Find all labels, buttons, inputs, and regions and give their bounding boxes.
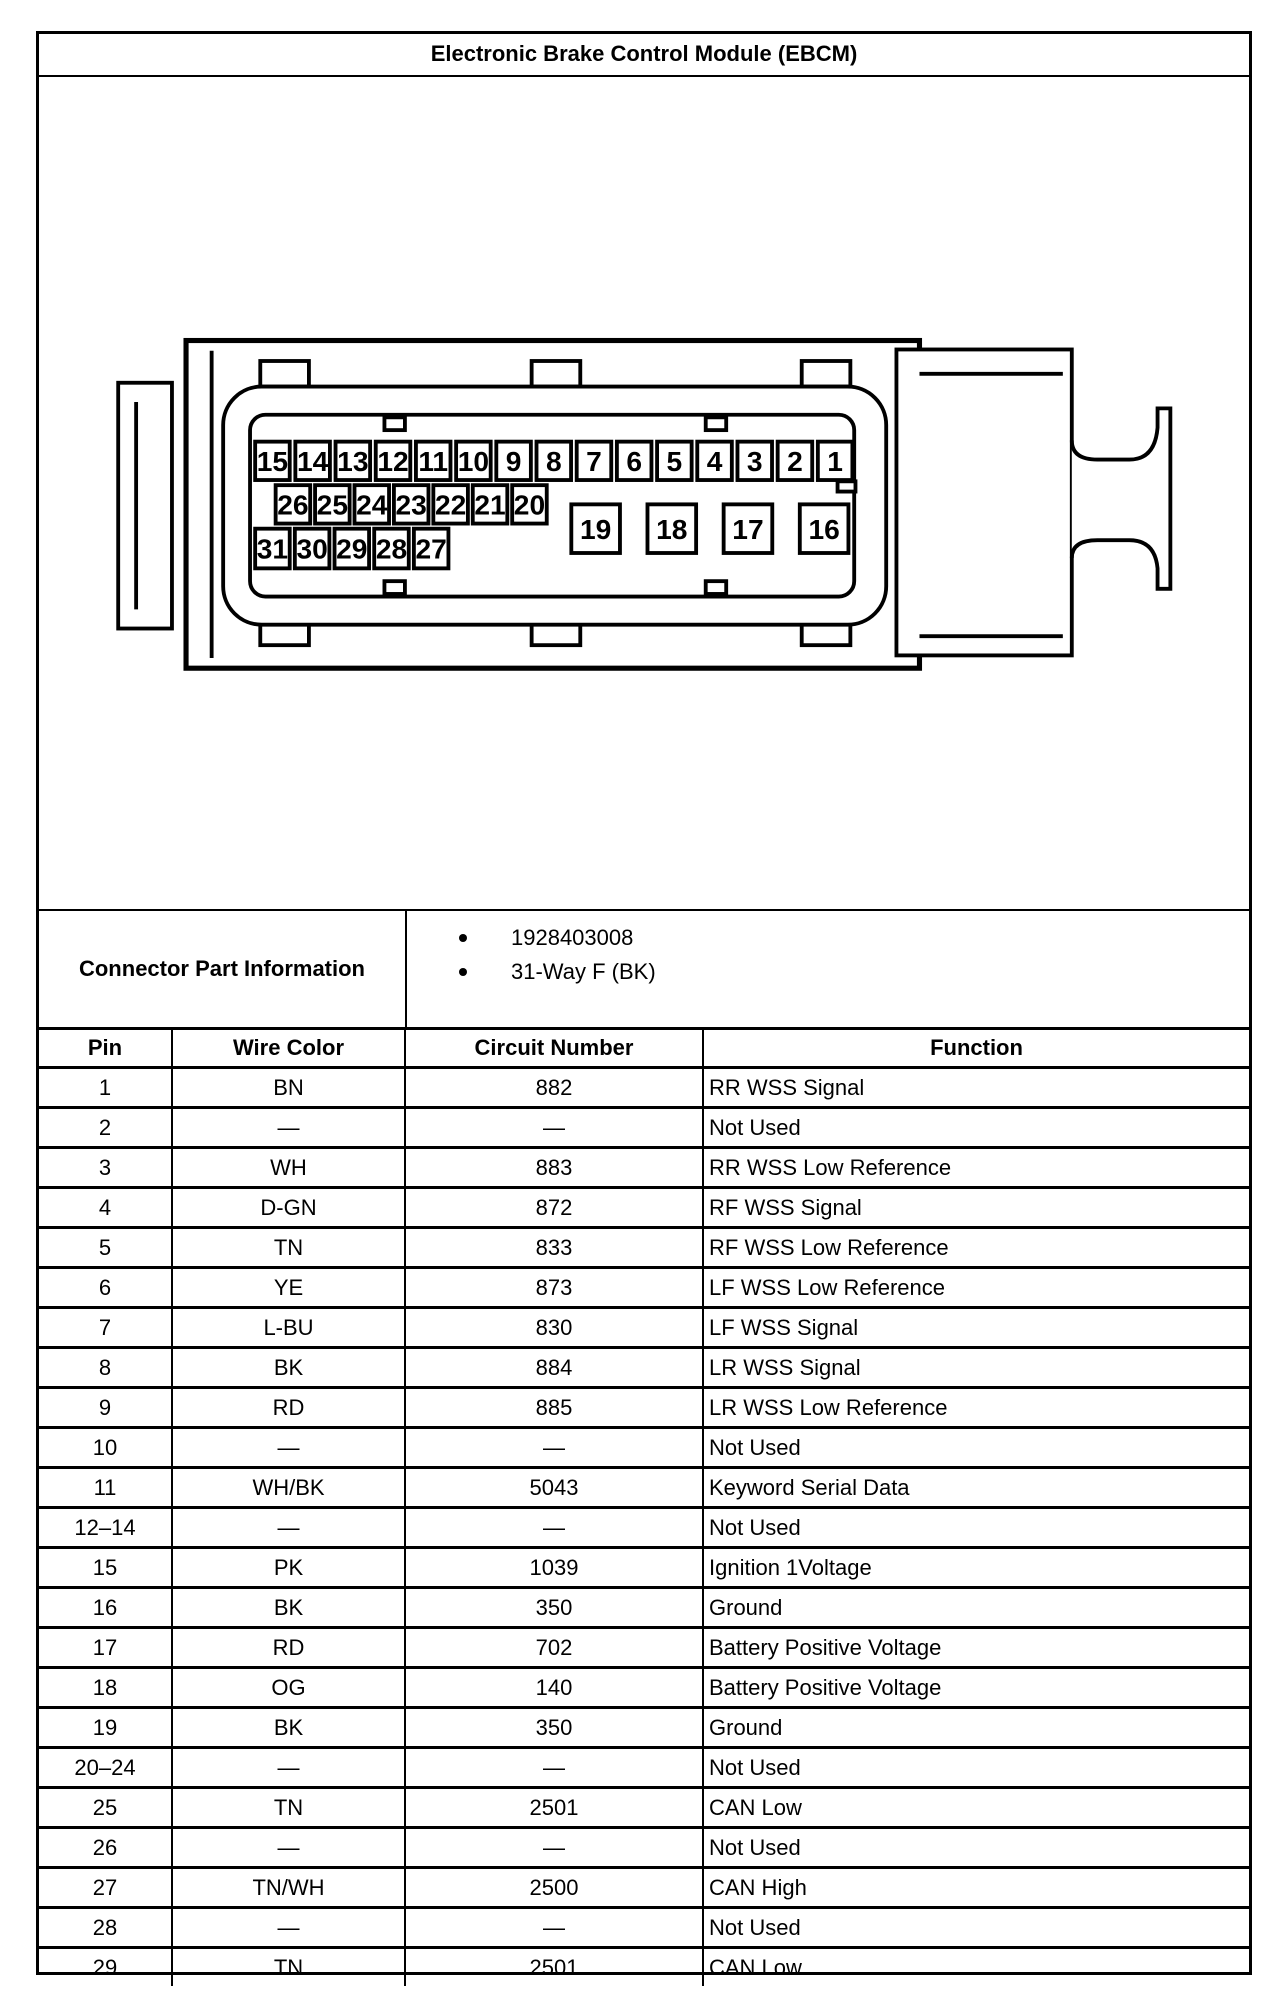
cell-wire-color: — <box>172 1108 405 1148</box>
cell-circuit-number: — <box>405 1748 703 1788</box>
pin-number: 11 <box>418 445 449 477</box>
connector-part-information <box>39 911 1249 1030</box>
pin-number: 21 <box>474 489 506 521</box>
cell-wire-color: RD <box>172 1388 405 1428</box>
cell-circuit-number: 884 <box>405 1348 703 1388</box>
pin-number: 3 <box>746 445 763 477</box>
left-latch <box>118 383 172 629</box>
cell-function: Not Used <box>703 1508 1249 1548</box>
cell-circuit-number: 830 <box>405 1308 703 1348</box>
table-row <box>39 1428 1249 1468</box>
right-latch <box>1072 408 1171 588</box>
cell-pin: 17 <box>39 1628 172 1668</box>
cell-function: Battery Positive Voltage <box>703 1668 1249 1708</box>
table-row <box>39 1868 1249 1908</box>
cell-circuit-number: 2500 <box>405 1868 703 1908</box>
cell-wire-color: — <box>172 1908 405 1948</box>
cell-wire-color: BN <box>172 1068 405 1108</box>
table-row <box>39 1348 1249 1388</box>
table-header-row <box>39 1030 1249 1068</box>
cell-wire-color: L-BU <box>172 1308 405 1348</box>
page-title: Electronic Brake Control Module (EBCM) <box>39 34 1249 77</box>
pin-number: 19 <box>579 513 612 545</box>
table-row <box>39 1548 1249 1588</box>
cell-function: LR WSS Low Reference <box>703 1388 1249 1428</box>
pin-number: 4 <box>706 445 723 477</box>
cell-wire-color: TN/WH <box>172 1868 405 1908</box>
cell-pin: 19 <box>39 1708 172 1748</box>
connector-diagram <box>39 77 1249 911</box>
cell-circuit-number: 350 <box>405 1588 703 1628</box>
cell-function: RR WSS Low Reference <box>703 1148 1249 1188</box>
pin-number: 13 <box>337 445 369 477</box>
table-row <box>39 1948 1249 1987</box>
cell-wire-color: BK <box>172 1588 405 1628</box>
cell-pin: 18 <box>39 1668 172 1708</box>
pin-number: 29 <box>336 533 368 565</box>
right-housing <box>896 349 1071 655</box>
cell-circuit-number: — <box>405 1428 703 1468</box>
pin-number: 12 <box>377 445 409 477</box>
cell-wire-color: — <box>172 1508 405 1548</box>
table-row <box>39 1588 1249 1628</box>
table-row <box>39 1468 1249 1508</box>
cell-circuit-number: — <box>405 1508 703 1548</box>
cell-circuit-number: 833 <box>405 1228 703 1268</box>
connector-info-label: Connector Part Information <box>39 911 407 1027</box>
cell-pin: 16 <box>39 1588 172 1628</box>
connector-info-item <box>459 955 656 989</box>
cell-circuit-number: 5043 <box>405 1468 703 1508</box>
cell-circuit-number: 872 <box>405 1188 703 1228</box>
pin-number: 15 <box>256 445 289 477</box>
cell-wire-color: TN <box>172 1788 405 1828</box>
table-row <box>39 1268 1249 1308</box>
pin-number: 28 <box>375 533 408 565</box>
pin-number: 20 <box>513 489 546 521</box>
pin-number: 18 <box>656 513 688 545</box>
cell-circuit-number: 883 <box>405 1148 703 1188</box>
connector-drawing <box>3 5 1280 909</box>
pin-number: 9 <box>505 445 522 477</box>
cell-function: Battery Positive Voltage <box>703 1628 1249 1668</box>
cell-function: Ground <box>703 1708 1249 1748</box>
pinout-table <box>39 1030 1249 1986</box>
table-row <box>39 1388 1249 1428</box>
header-circuit-number: Circuit Number <box>405 1030 703 1068</box>
pin-number: 2 <box>787 445 803 477</box>
cell-function: Not Used <box>703 1908 1249 1948</box>
cell-wire-color: — <box>172 1428 405 1468</box>
cell-circuit-number: 2501 <box>405 1788 703 1828</box>
cell-function: RF WSS Signal <box>703 1188 1249 1228</box>
pin-number: 10 <box>457 445 490 477</box>
part-number: 1928403008 <box>511 925 634 950</box>
cell-function: CAN Low <box>703 1948 1249 1987</box>
connector-info-list <box>407 911 656 1027</box>
pin-number: 31 <box>256 533 289 565</box>
pin-number: 22 <box>434 489 467 521</box>
bullet-icon <box>459 934 467 942</box>
pin-number: 16 <box>808 513 840 545</box>
cell-pin: 20–24 <box>39 1748 172 1788</box>
cell-wire-color: YE <box>172 1268 405 1308</box>
cell-wire-color: WH/BK <box>172 1468 405 1508</box>
pin-number: 5 <box>666 445 683 477</box>
cell-pin: 29 <box>39 1948 172 1987</box>
cell-pin: 4 <box>39 1188 172 1228</box>
cell-wire-color: D-GN <box>172 1188 405 1228</box>
cell-circuit-number: — <box>405 1828 703 1868</box>
cell-wire-color: — <box>172 1748 405 1788</box>
cell-pin: 12–14 <box>39 1508 172 1548</box>
cell-function: RF WSS Low Reference <box>703 1228 1249 1268</box>
cell-wire-color: OG <box>172 1668 405 1708</box>
cell-pin: 5 <box>39 1228 172 1268</box>
cell-wire-color: — <box>172 1828 405 1868</box>
pin-number: 26 <box>277 489 309 521</box>
table-row <box>39 1708 1249 1748</box>
cell-function: Not Used <box>703 1748 1249 1788</box>
cell-wire-color: BK <box>172 1708 405 1748</box>
cell-pin: 27 <box>39 1868 172 1908</box>
header-function: Function <box>703 1030 1249 1068</box>
cell-pin: 6 <box>39 1268 172 1308</box>
cell-circuit-number: 140 <box>405 1668 703 1708</box>
cell-pin: 25 <box>39 1788 172 1828</box>
connector-type: 31-Way F (BK) <box>511 959 656 984</box>
table-row <box>39 1668 1249 1708</box>
pin-number: 30 <box>296 533 328 565</box>
bullet-icon <box>459 968 467 976</box>
header-wire-color: Wire Color <box>172 1030 405 1068</box>
pin-number: 14 <box>296 445 329 477</box>
table-row <box>39 1748 1249 1788</box>
connector-sheet <box>36 31 1252 1980</box>
cell-pin: 10 <box>39 1428 172 1468</box>
cell-circuit-number: 1039 <box>405 1548 703 1588</box>
connector-info-item <box>459 921 656 955</box>
cell-circuit-number: 702 <box>405 1628 703 1668</box>
cell-circuit-number: 882 <box>405 1068 703 1108</box>
table-row <box>39 1828 1249 1868</box>
pin-number: 1 <box>827 445 843 477</box>
cell-circuit-number: 873 <box>405 1268 703 1308</box>
cell-circuit-number: 2501 <box>405 1948 703 1987</box>
pin-number: 24 <box>356 489 388 521</box>
table-row <box>39 1308 1249 1348</box>
pin-number: 25 <box>316 489 349 521</box>
cell-wire-color: WH <box>172 1148 405 1188</box>
table-row <box>39 1908 1249 1948</box>
cell-wire-color: TN <box>172 1948 405 1987</box>
cell-circuit-number: 885 <box>405 1388 703 1428</box>
pin-number: 27 <box>415 533 447 565</box>
pin-number: 6 <box>626 445 643 477</box>
cell-wire-color: BK <box>172 1348 405 1388</box>
table-row <box>39 1108 1249 1148</box>
cell-function: Not Used <box>703 1828 1249 1868</box>
cell-function: CAN High <box>703 1868 1249 1908</box>
table-row <box>39 1508 1249 1548</box>
cell-circuit-number: — <box>405 1908 703 1948</box>
pin-number: 23 <box>395 489 427 521</box>
table-row <box>39 1188 1249 1228</box>
cell-pin: 15 <box>39 1548 172 1588</box>
cell-pin: 28 <box>39 1908 172 1948</box>
cell-function: Not Used <box>703 1428 1249 1468</box>
table-row <box>39 1628 1249 1668</box>
cell-wire-color: PK <box>172 1548 405 1588</box>
cell-function: Ignition 1Voltage <box>703 1548 1249 1588</box>
cell-wire-color: RD <box>172 1628 405 1668</box>
pin-number: 8 <box>545 445 562 477</box>
cell-pin: 8 <box>39 1348 172 1388</box>
cell-pin: 2 <box>39 1108 172 1148</box>
pin-number: 7 <box>586 445 602 477</box>
cell-function: LR WSS Signal <box>703 1348 1249 1388</box>
table-row <box>39 1068 1249 1108</box>
cell-function: LF WSS Signal <box>703 1308 1249 1348</box>
cell-function: Keyword Serial Data <box>703 1468 1249 1508</box>
cell-function: Not Used <box>703 1108 1249 1148</box>
cell-function: CAN Low <box>703 1788 1249 1828</box>
table-row <box>39 1148 1249 1188</box>
cell-pin: 26 <box>39 1828 172 1868</box>
cell-circuit-number: — <box>405 1108 703 1148</box>
cell-pin: 3 <box>39 1148 172 1188</box>
cell-pin: 11 <box>39 1468 172 1508</box>
table-row <box>39 1788 1249 1828</box>
pin-number: 17 <box>732 513 764 545</box>
cell-function: Ground <box>703 1588 1249 1628</box>
cell-pin: 9 <box>39 1388 172 1428</box>
cell-circuit-number: 350 <box>405 1708 703 1748</box>
cell-function: LF WSS Low Reference <box>703 1268 1249 1308</box>
cell-pin: 1 <box>39 1068 172 1108</box>
cell-function: RR WSS Signal <box>703 1068 1249 1108</box>
header-pin: Pin <box>39 1030 172 1068</box>
table-row <box>39 1228 1249 1268</box>
cell-wire-color: TN <box>172 1228 405 1268</box>
cell-pin: 7 <box>39 1308 172 1348</box>
